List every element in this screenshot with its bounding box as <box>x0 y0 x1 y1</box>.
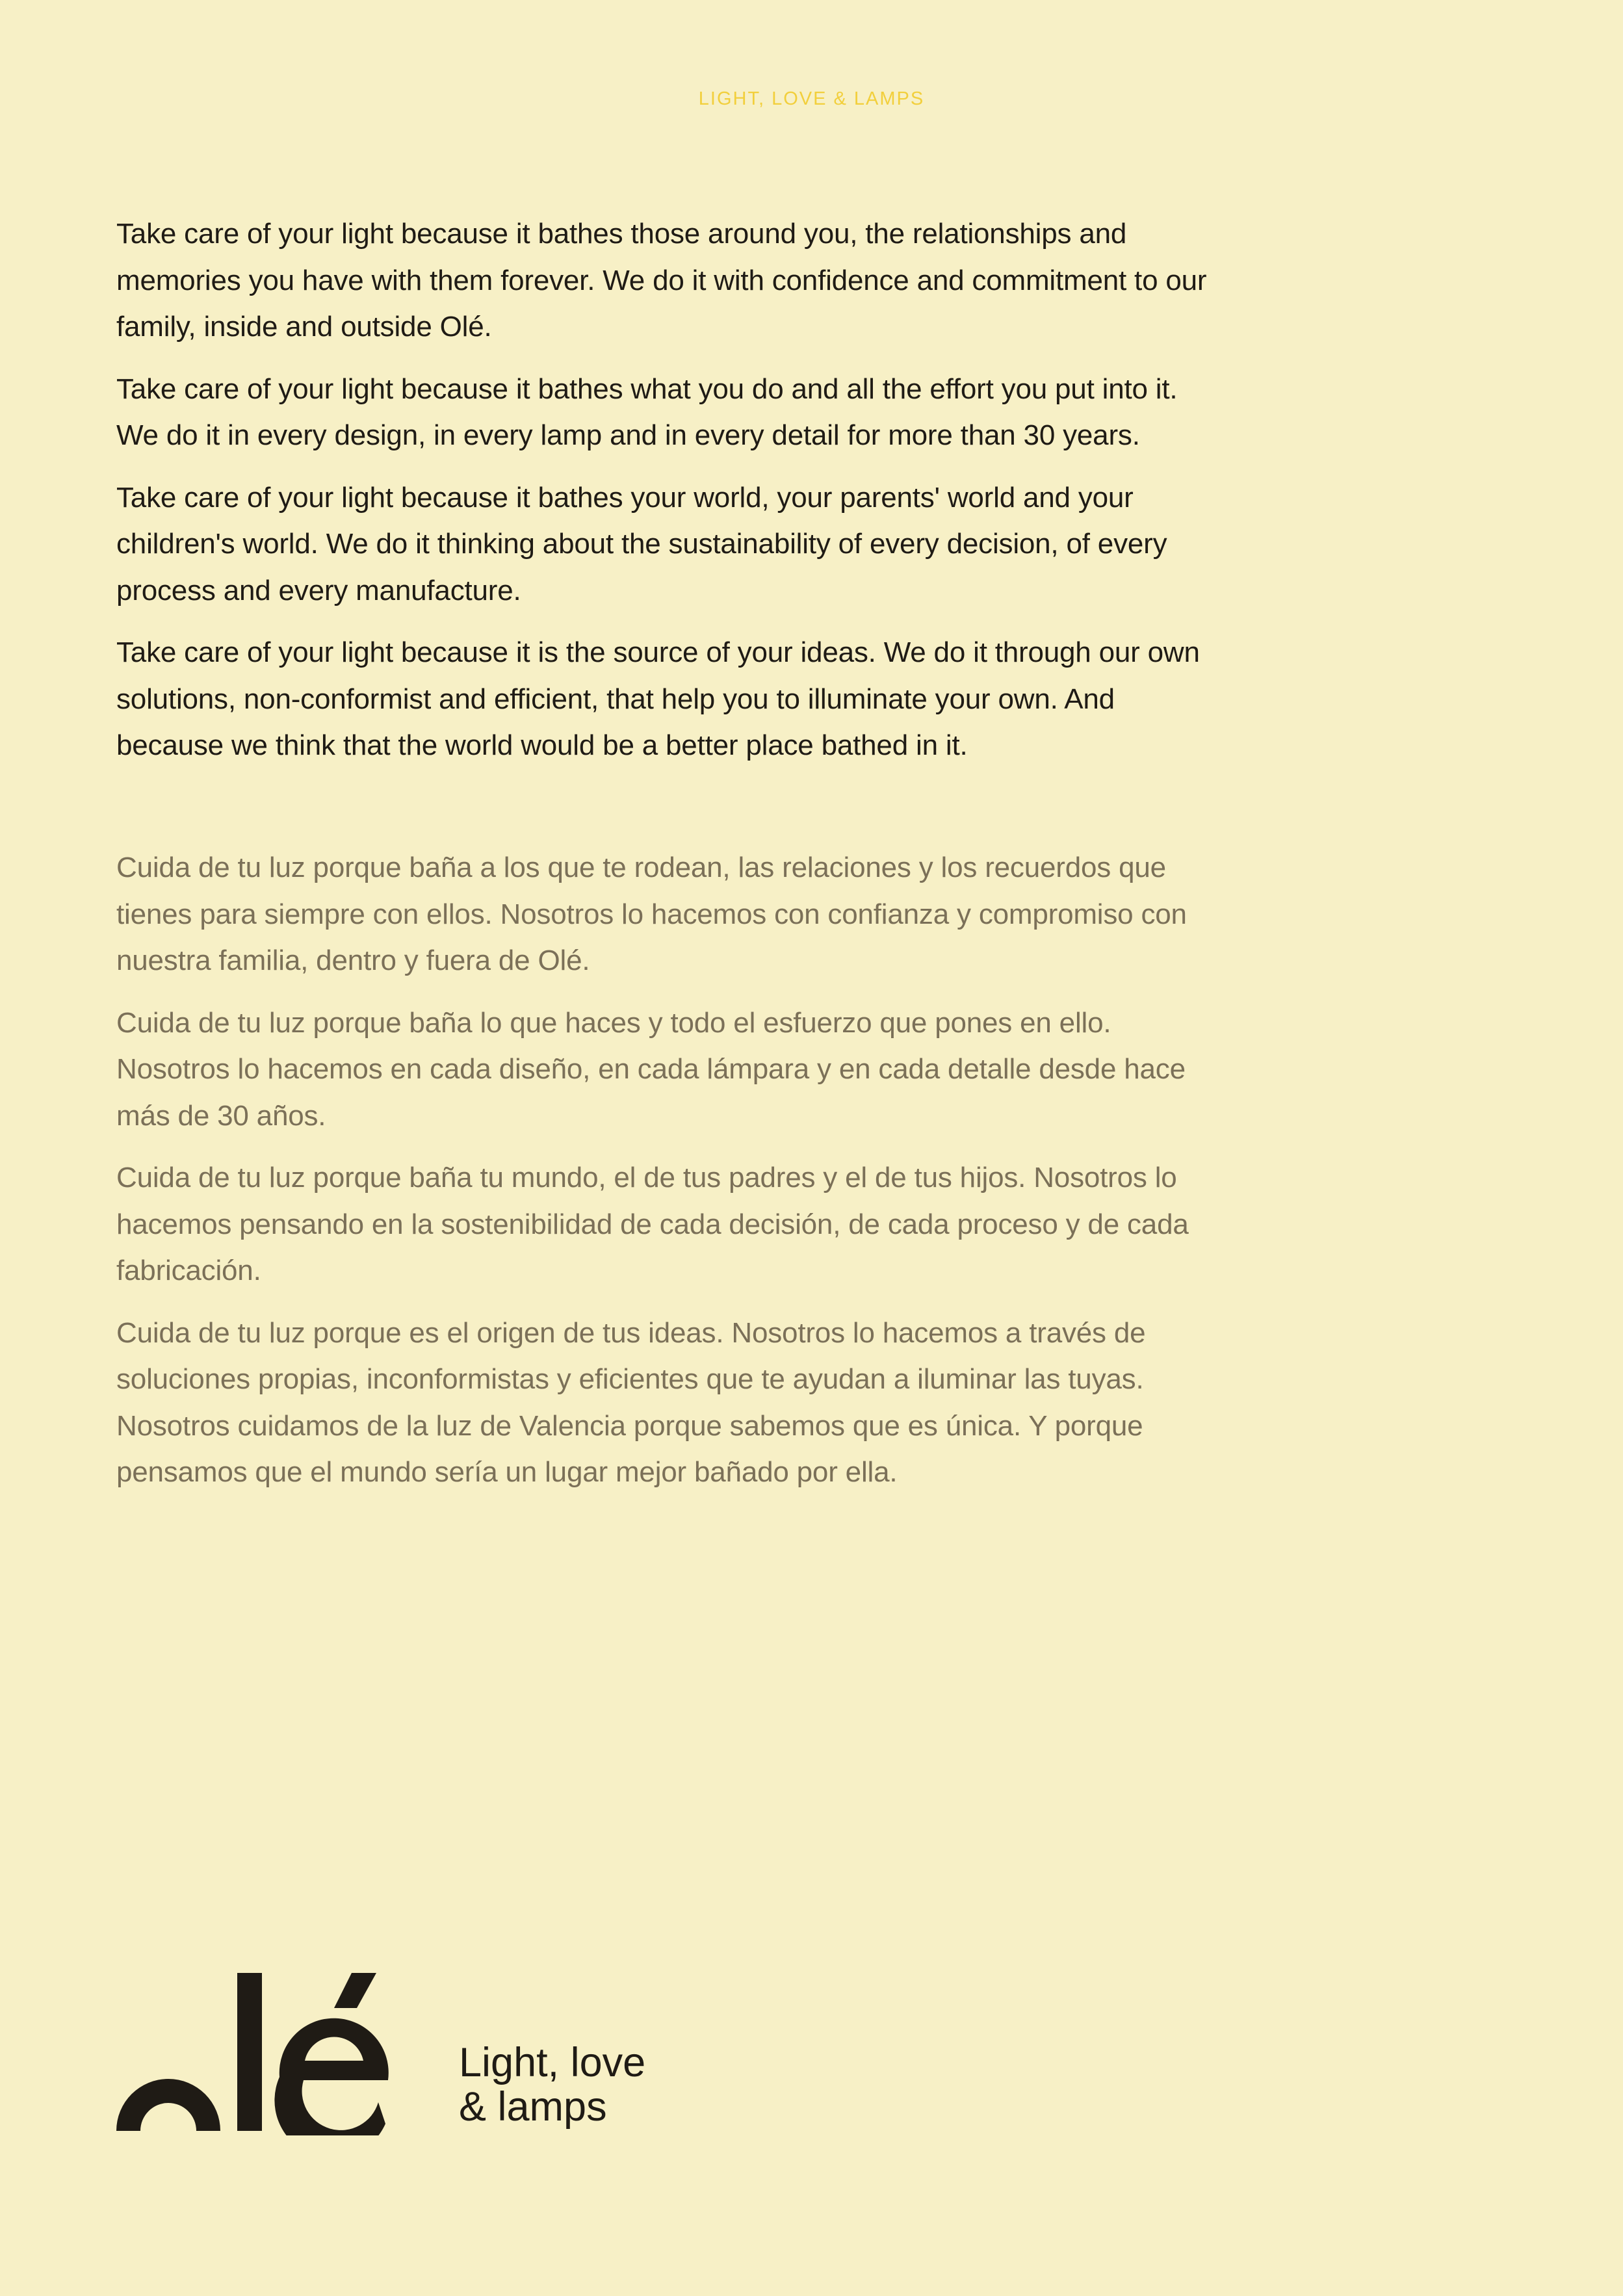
tagline-line-2: & lamps <box>459 2084 607 2130</box>
spanish-text-block <box>116 844 1221 1511</box>
spanish-paragraph-4: Cuida de tu luz porque es el origen de tus ideas. Nosotros lo hacemos a través de soluciones propias, inconformistas y eficientes que te ayudan a iluminar las tuyas. Nosotros cuidamos de la luz de Valencia porque sabemos que es única. Y porque pensamos que el mundo sería un lugar mejor bañado por ella. <box>116 1316 1146 1488</box>
page-header-title: LIGHT, LOVE & LAMPS <box>698 88 925 109</box>
english-paragraph-3: Take care of your light because it bathes your world, your parents' world and your children's world. We do it thinking about the sustainability of every decision, of every process and every manufacture. <box>116 481 1167 607</box>
english-paragraph-4: Take care of your light because it is the source of your ideas. We do it through our own solutions, non-conformist and efficient, that help you to illuminate your own. And because we think that the world would be a better place bathed in it. <box>116 636 1200 761</box>
spanish-paragraph-1: Cuida de tu luz porque baña a los que te rodean, las relaciones y los recuerdos que tienes para siempre con ellos. Nosotros lo hacemos con confianza y compromiso con nuestra familia, dentro y fuera de Olé. <box>116 852 1187 976</box>
ole-logo <box>116 1973 701 2135</box>
spanish-paragraph-2: Cuida de tu luz porque baña lo que haces y todo el esfuerzo que pones en ello. Nosotros lo hacemos en cada diseño, en cada lámpara y en cada detalle desde hace más de 30 años. <box>116 1006 1186 1132</box>
ole-wordmark-icon <box>116 1973 428 2135</box>
english-paragraph-2: Take care of your light because it bathes what you do and all the effort you put into it. We do it in every design, in every lamp and in every detail for more than 30 years. <box>116 372 1178 451</box>
logo-tagline <box>459 2041 645 2129</box>
spanish-paragraph-3: Cuida de tu luz porque baña tu mundo, el de tus padres y el de tus hijos. Nosotros lo hacemos pensando en la sostenibilidad de cada decisión, de cada proceso y de cada fabricación. <box>116 1162 1189 1286</box>
english-paragraph-1: Take care of your light because it bathes those around you, the relationships and memories you have with them forever. We do it with confidence and commitment to our family, inside and outside Olé. <box>116 218 1207 343</box>
english-text-block <box>116 211 1221 785</box>
tagline-line-1: Light, love <box>459 2040 646 2085</box>
